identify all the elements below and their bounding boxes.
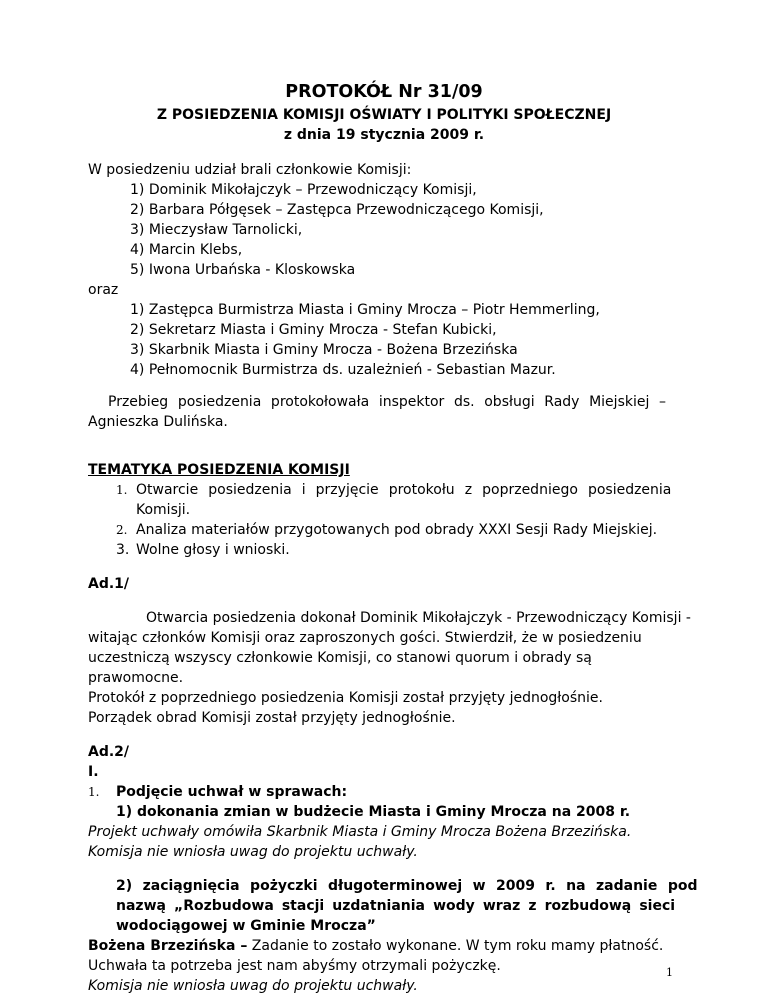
guest-item: 4) Pełnomocnik Burmistrza ds. uzależnień - Sebastian Mazur. <box>130 362 556 378</box>
member-item: 4) Marcin Klebs, <box>130 242 243 258</box>
document-subtitle: Z POSIEDZENIA KOMISJI OŚWIATY I POLITYKI SPOŁECZNEJ <box>156 107 612 123</box>
guest-item: 1) Zastępca Burmistrza Miasta i Gminy Mrocza – Piotr Hemmerling, <box>130 302 600 318</box>
ad1-paragraph-line: uczestniczą wszyscy członkowie Komisji, co stanowi quorum i obrady są <box>88 650 592 666</box>
ad2-item2-title: 2) zaciągnięcia pożyczki długoterminowej w 2009 r. na zadanie pod <box>116 878 698 894</box>
ad2-item2-title: wodociągowej w Gminie Mrocza” <box>116 918 376 934</box>
agenda-item-continuation: Komisji. <box>136 502 191 518</box>
ad1-paragraph-line: prawomocne. <box>88 670 184 686</box>
speaker-text: Zadanie to zostało wykonane. W tym roku mamy płatność. <box>247 938 664 954</box>
guest-item: 3) Skarbnik Miasta i Gminy Mrocza - Bożena Brzezińska <box>130 342 518 358</box>
speaker-name: Bożena Brzezińska – <box>88 938 248 954</box>
ad1-paragraph-line: Protokół z poprzedniego posiedzenia Komisji został przyjęty jednogłośnie. <box>88 690 603 706</box>
minutes-taker-line: Przebieg posiedzenia protokołowała inspektor ds. obsługi Rady Miejskiej – <box>108 394 667 410</box>
ad2-item2-statement <box>88 936 663 956</box>
ad1-paragraph-line: Porządek obrad Komisji został przyjęty jednogłośnie. <box>88 710 456 726</box>
ad2-section-title: Podjęcie uchwał w sprawach: <box>116 784 348 800</box>
member-item: 3) Mieczysław Tarnolicki, <box>130 222 303 238</box>
document-title: PROTOKÓŁ Nr 31/09 <box>285 82 483 102</box>
attendance-intro: W posiedzeniu udział brali członkowie Komisji: <box>88 162 412 178</box>
agenda-item: Otwarcie posiedzenia i przyjęcie protokołu z poprzedniego posiedzenia <box>136 482 672 498</box>
agenda-number: 2. <box>116 523 128 537</box>
oraz-label: oraz <box>88 282 119 298</box>
member-item: 5) Iwona Urbańska - Kloskowska <box>130 262 356 278</box>
ad1-paragraph-line: Otwarcia posiedzenia dokonał Dominik Mikołajczyk - Przewodniczący Komisji - <box>146 610 691 626</box>
ad2-item2-statement-cont: Uchwała ta potrzeba jest nam abyśmy otrzymali pożyczkę. <box>88 958 501 974</box>
agenda-item: Analiza materiałów przygotowanych pod obrady XXXI Sesji Rady Miejskiej. <box>136 522 658 538</box>
ad2-item1-title: 1) dokonania zmian w budżecie Miasta i Gminy Mrocza na 2008 r. <box>116 804 631 820</box>
ad2-heading: Ad.2/ <box>88 744 130 760</box>
ad2-item2-note: Komisja nie wniosła uwag do projektu uchwały. <box>88 978 418 994</box>
ad2-item-number: 1. <box>88 785 100 799</box>
agenda-number: 3. <box>116 542 130 558</box>
ad2-item1-note: Projekt uchwały omówiła Skarbnik Miasta i Gminy Mrocza Bożena Brzezińska. <box>88 824 632 840</box>
ad1-paragraph-line: witając członków Komisji oraz zaproszonych gości. Stwierdził, że w posiedzeniu <box>88 630 642 646</box>
ad2-roman-numeral: I. <box>88 764 99 780</box>
minutes-taker-name: Agnieszka Dulińska. <box>88 414 228 430</box>
ad2-item1-note: Komisja nie wniosła uwag do projektu uchwały. <box>88 844 418 860</box>
member-item: 1) Dominik Mikołajczyk – Przewodniczący Komisji, <box>130 182 477 198</box>
document-date: z dnia 19 stycznia 2009 r. <box>283 127 485 143</box>
agenda-heading: TEMATYKA POSIEDZENIA KOMISJI <box>88 462 350 478</box>
ad2-item2-title: nazwą „Rozbudowa stacji uzdatniania wody wraz z rozbudową sieci <box>116 898 676 914</box>
agenda-number: 1. <box>116 483 128 497</box>
page-number: 1 <box>666 966 673 979</box>
ad1-heading: Ad.1/ <box>88 576 130 592</box>
member-item: 2) Barbara Półgęsek – Zastępca Przewodniczącego Komisji, <box>130 202 544 218</box>
guest-item: 2) Sekretarz Miasta i Gminy Mrocza - Stefan Kubicki, <box>130 322 497 338</box>
agenda-item: Wolne głosy i wnioski. <box>136 542 290 558</box>
